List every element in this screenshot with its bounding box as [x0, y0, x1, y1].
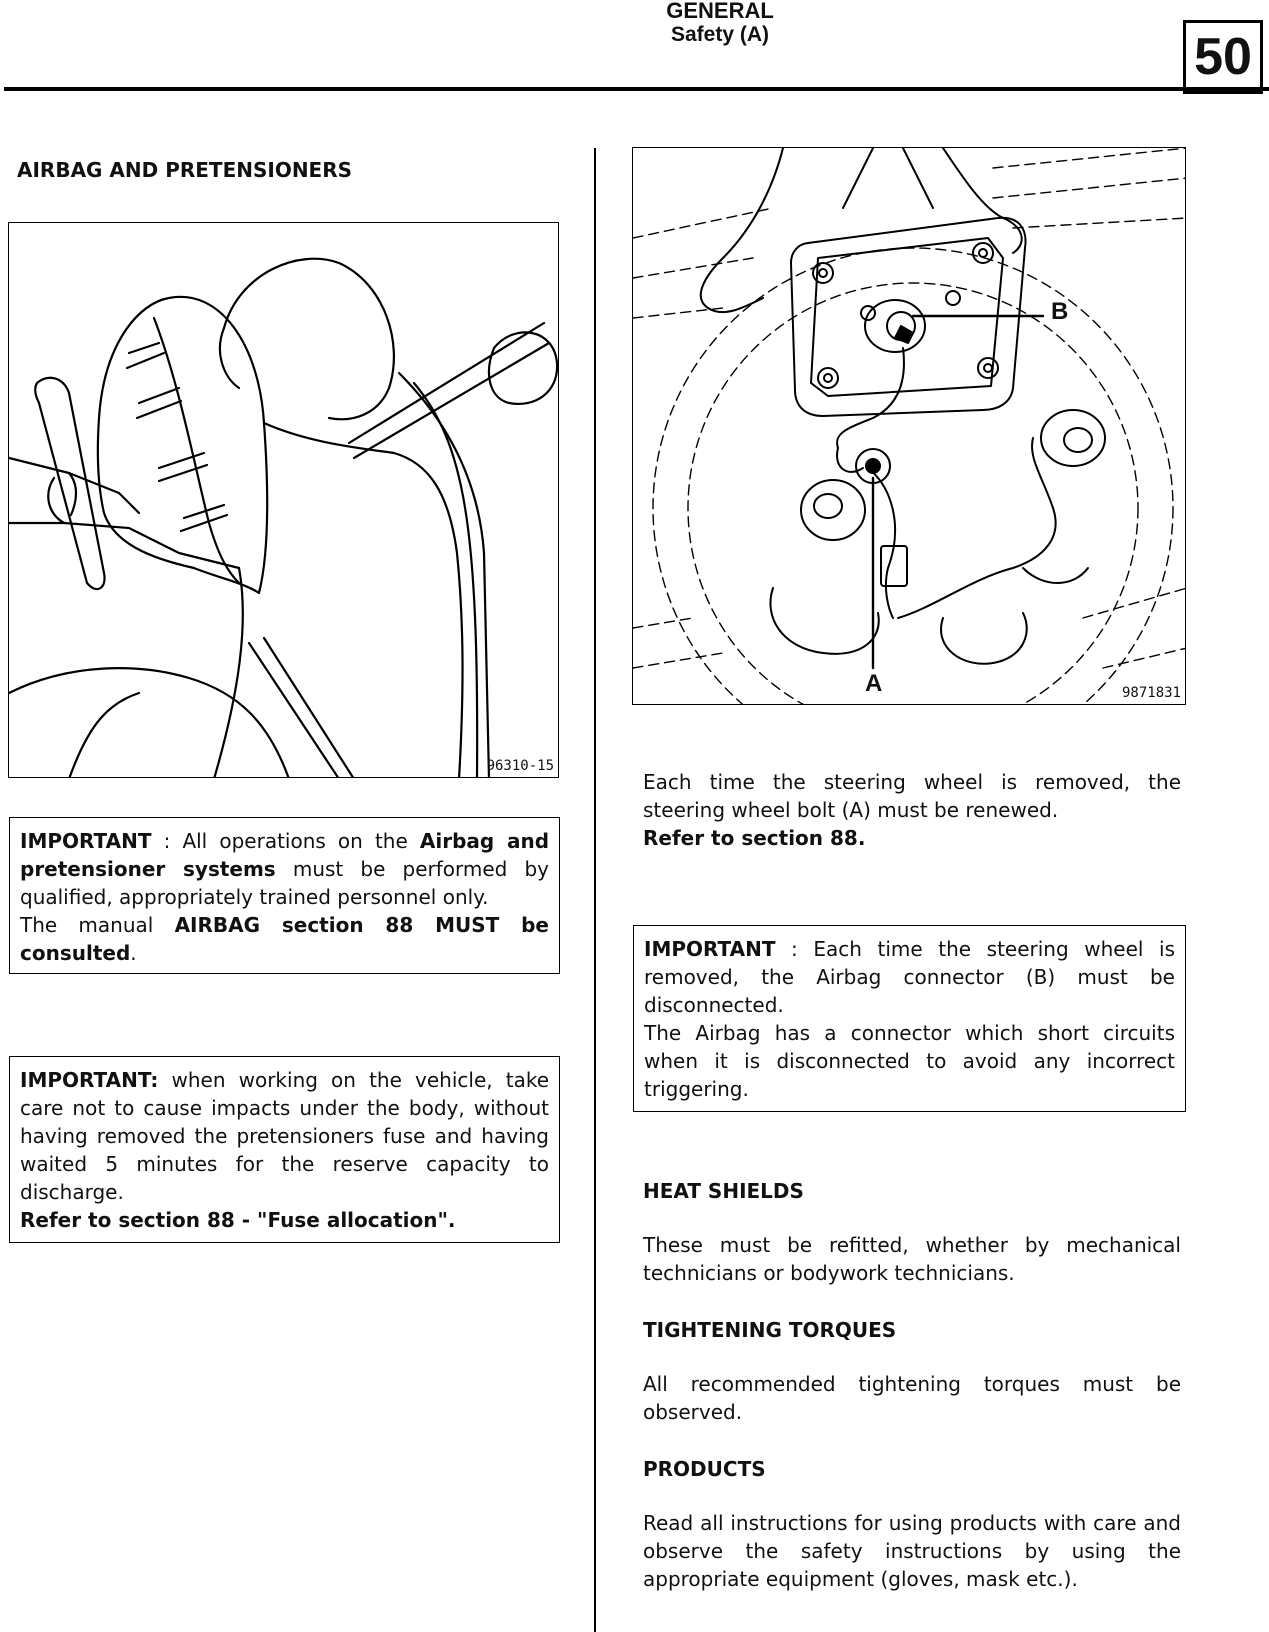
header-rule — [4, 87, 1269, 91]
important-label: IMPORTANT — [644, 937, 776, 961]
heat-shields-heading: HEAT SHIELDS — [643, 1179, 804, 1203]
important1-bold-2: AIRBAG section 88 MUST be consulted — [20, 913, 549, 965]
products-text: Read all instructions for using products with care and observe the safety instructions by using the appropriate equipment (gloves, mask etc.). — [643, 1511, 1181, 1591]
important3-text-1: : Each time the steering wheel is removed, the Airbag connector (B) must be disconnected. — [644, 937, 1175, 1017]
tightening-torques-heading: TIGHTENING TORQUES — [643, 1318, 897, 1342]
header-title: GENERAL — [666, 0, 774, 23]
important1-text-2: must be performed by qualified, appropriately trained personnel only. — [20, 857, 550, 909]
callout-b: B — [1051, 298, 1069, 325]
steering-bolt-text: Each time the steering wheel is removed, the steering wheel bolt (A) must be renewed. — [643, 770, 1181, 822]
airbag-deployment-figure — [8, 222, 559, 778]
important1-bold-1: Airbag and pretensioner systems — [20, 829, 550, 881]
steering-wheel-figure — [632, 147, 1186, 705]
important-box-airbag — [9, 817, 560, 974]
tightening-torques-text: All recommended tightening torques must be observed. — [643, 1372, 1181, 1424]
steering-wheel-illustration — [633, 148, 1186, 705]
steering-bolt-paragraph — [643, 768, 1181, 852]
figure-reference-96310: 96310-15 — [486, 758, 554, 774]
important1-text-4: . — [130, 941, 137, 965]
important1-text-1: : All operations on the — [151, 829, 420, 853]
important-label: IMPORTANT — [20, 829, 152, 853]
callout-a: A — [865, 670, 883, 697]
section-number-box: 50 — [1183, 20, 1263, 94]
column-divider — [594, 148, 596, 1632]
heat-shields-text: These must be refitted, whether by mechanical technicians or bodywork technicians. — [643, 1233, 1181, 1285]
important-box-pretensioners — [9, 1056, 560, 1243]
important1-text-3: The manual — [20, 913, 175, 937]
airbag-illustration — [9, 223, 559, 778]
figure-reference-9871831: 9871831 — [1121, 685, 1181, 701]
steering-bolt-reference: Refer to section 88. — [643, 826, 866, 850]
header-subtitle: Safety (A) — [670, 23, 770, 46]
important-box-connector — [633, 925, 1186, 1112]
products-heading: PRODUCTS — [643, 1457, 766, 1481]
important-label: IMPORTANT: — [20, 1068, 159, 1092]
important2-bold-ref: Refer to section 88 - "Fuse allocation". — [20, 1208, 456, 1232]
airbag-heading: AIRBAG AND PRETENSIONERS — [17, 158, 353, 182]
important2-text-1: when working on the vehicle, take care not to cause impacts under the body, without having removed the pretensioners fuse and having waited 5 minutes for the reserve capacity to discharge. — [20, 1068, 549, 1204]
important3-text-2: The Airbag has a connector which short circuits when it is disconnected to avoid any incorrect triggering. — [644, 1021, 1175, 1101]
